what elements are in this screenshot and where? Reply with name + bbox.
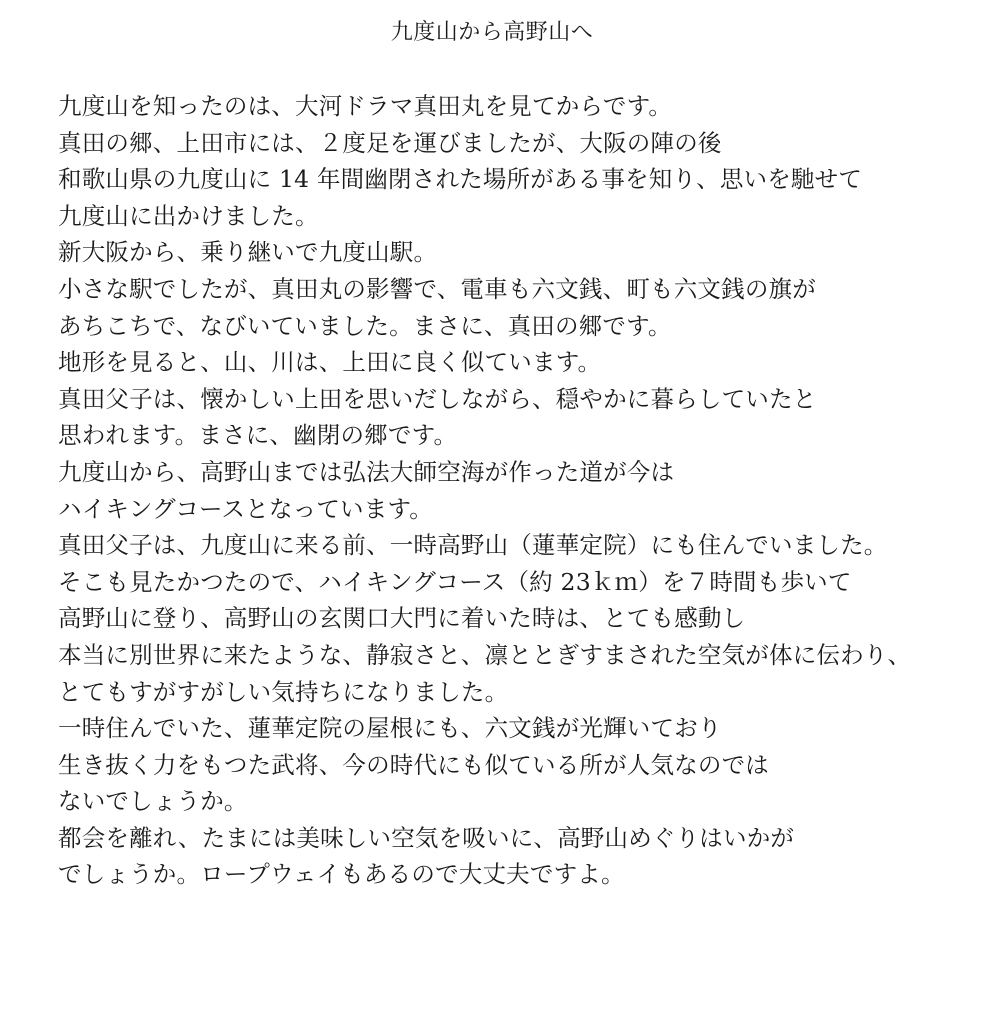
body-line: 真田の郷、上田市には、２度足を運びましたが、大阪の陣の後 xyxy=(58,128,722,157)
body-line: 小さな駅でしたが、真田丸の影響で、電車も六文銭、町も六文銭の旗が xyxy=(58,274,816,303)
body-line: でしょうか。ロープウェイもあるので大丈夫ですよ。 xyxy=(58,860,625,889)
body-line: 真田父子は、懐かしい上田を思いだしながら、穏やかに暮らしていたと xyxy=(58,384,817,413)
body-line: 生き抜く力をもつた武将、今の時代にも似ている所が人気なのでは xyxy=(58,750,769,779)
body-line: 地形を見ると、山、川は、上田に良く似ています。 xyxy=(58,348,602,377)
body-line: 高野山に登り、高野山の玄関口大門に着いた時は、とても感動し xyxy=(58,604,746,633)
body-line: とてもすがすがしい気持ちになりました。 xyxy=(58,677,509,706)
body-line: 真田父子は、九度山に来る前、一時高野山（蓮華定院）にも住んでいました。 xyxy=(58,531,888,560)
body-line: 新大阪から、乗り継いで九度山駅。 xyxy=(58,238,438,267)
body-line: 九度山から、高野山までは弘法大師空海が作った道が今は xyxy=(58,457,675,486)
body-line: そこも見たかつたので、ハイキングコース（約 23ｋｍ）を７時間も歩いて xyxy=(58,567,852,596)
body-line: あちこちで、なびいていました。まさに、真田の郷です。 xyxy=(58,311,672,340)
body-line: 本当に別世界に来たような、静寂さと、凛ととぎすまされた空気が体に伝わり、 xyxy=(58,640,912,669)
document-body xyxy=(58,88,978,893)
body-line: 和歌山県の九度山に 14 年間幽閉された場所がある事を知り、思いを馳せて xyxy=(58,165,863,194)
body-line: 九度山に出かけました。 xyxy=(58,201,319,230)
body-line: ないでしょうか。 xyxy=(58,787,248,816)
body-line: 一時住んでいた、蓮華定院の屋根にも、六文銭が光輝いており xyxy=(58,714,722,743)
body-line: 九度山を知ったのは、大河ドラマ真田丸を見てからです。 xyxy=(58,92,673,120)
body-line: 思われます。まさに、幽閉の郷です。 xyxy=(58,421,458,450)
body-line: ハイキングコースとなっています。 xyxy=(58,494,433,523)
body-line: 都会を離れ、たまには美味しい空気を吸いに、高野山めぐりはいかが xyxy=(58,823,795,852)
document-title: 九度山から高野山へ xyxy=(390,20,594,45)
